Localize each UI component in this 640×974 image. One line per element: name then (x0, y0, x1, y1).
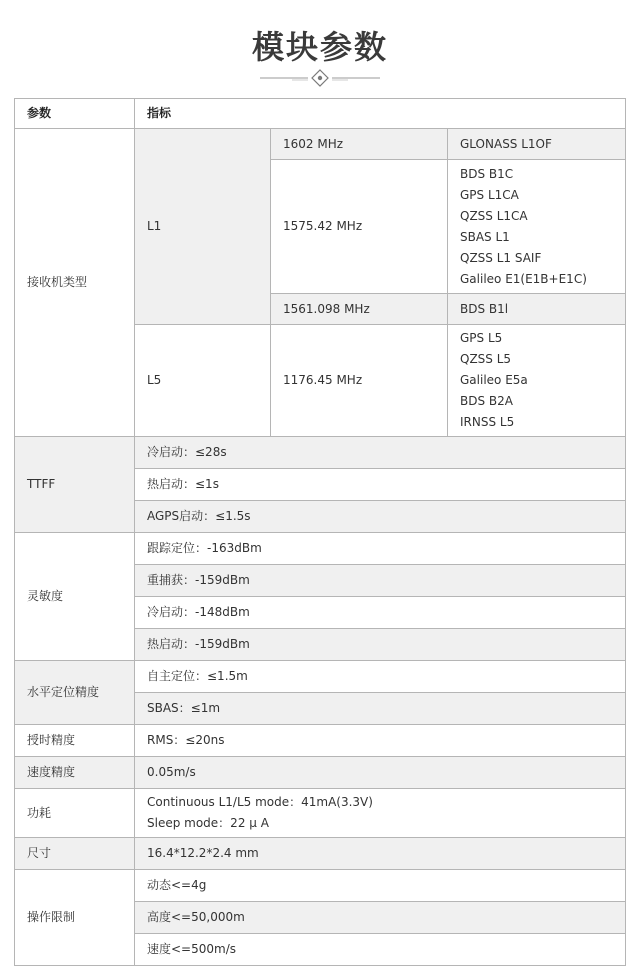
signal-item: SBAS L1 (460, 229, 510, 244)
table-header-row (15, 99, 626, 129)
table-row (15, 661, 626, 693)
table-row (15, 725, 626, 757)
sensitivity-item: 热启动：-159dBm (135, 629, 626, 661)
horizontal-item: 自主定位：≤1.5m (135, 661, 626, 693)
freq-1176: 1176.45 MHz (271, 325, 448, 437)
title-area (0, 0, 640, 98)
spec-table (14, 98, 626, 966)
size-value: 16.4*12.2*2.4 mm (135, 838, 626, 870)
signal-list-l5 (448, 325, 626, 437)
power-label: 功耗 (15, 789, 135, 838)
table-row (15, 533, 626, 565)
ttff-item: AGPS启动：≤1.5s (135, 501, 626, 533)
table-row (15, 437, 626, 469)
signal-item: GPS L1CA (460, 187, 519, 202)
sensitivity-item: 冷启动：-148dBm (135, 597, 626, 629)
band-l1: L1 (135, 129, 271, 325)
signal-item: QZSS L1 SAIF (460, 250, 542, 265)
table-row (15, 757, 626, 789)
page-title: 模块参数 (251, 28, 388, 66)
ttff-item: 热启动：≤1s (135, 469, 626, 501)
freq-1602: 1602 MHz (271, 129, 448, 160)
horizontal-label: 水平定位精度 (15, 661, 135, 725)
size-label: 尺寸 (15, 838, 135, 870)
signal-item: BDS B2A (460, 394, 513, 408)
sensitivity-item: 跟踪定位：-163dBm (135, 533, 626, 565)
power-line: Continuous L1/L5 mode：41mA(3.3V) (147, 795, 373, 809)
signal-item: IRNSS L5 (460, 415, 515, 429)
freq-1575: 1575.42 MHz (271, 160, 448, 294)
sensitivity-label: 灵敏度 (15, 533, 135, 661)
ttff-label: TTFF (15, 437, 135, 533)
freq-1561: 1561.098 MHz (271, 294, 448, 325)
power-values (135, 789, 626, 838)
signal-item: BDS B1C (460, 166, 514, 181)
signal-bds-b1l: BDS B1l (448, 294, 626, 325)
signal-item: QZSS L5 (460, 352, 512, 366)
timing-value: RMS：≤20ns (135, 725, 626, 757)
signal-list-1575 (448, 160, 626, 294)
horizontal-item: SBAS：≤1m (135, 693, 626, 725)
limits-item: 速度<=500m/s (135, 934, 626, 966)
limits-label: 操作限制 (15, 870, 135, 966)
receiver-label: 接收机类型 (15, 129, 135, 437)
limits-item: 动态<=4g (135, 870, 626, 902)
signal-item: Galileo E1(E1B+E1C) (460, 271, 587, 286)
limits-item: 高度<=50,000m (135, 902, 626, 934)
band-l5: L5 (135, 325, 271, 437)
ttff-item: 冷启动：≤28s (135, 437, 626, 469)
signal-item: GPS L5 (460, 331, 503, 345)
signal-glonass: GLONASS L1OF (448, 129, 626, 160)
signal-item: QZSS L1CA (460, 208, 528, 223)
table-row (15, 789, 626, 838)
header-spec: 指标 (135, 99, 626, 129)
divider-ornament-icon (258, 68, 382, 88)
table-row (15, 870, 626, 902)
sensitivity-item: 重捕获：-159dBm (135, 565, 626, 597)
velocity-label: 速度精度 (15, 757, 135, 789)
velocity-value: 0.05m/s (135, 757, 626, 789)
table-row (15, 129, 626, 160)
power-line: Sleep mode：22 μ A (147, 816, 269, 830)
timing-label: 授时精度 (15, 725, 135, 757)
signal-item: Galileo E5a (460, 373, 528, 387)
table-row (15, 838, 626, 870)
header-param: 参数 (15, 99, 135, 129)
